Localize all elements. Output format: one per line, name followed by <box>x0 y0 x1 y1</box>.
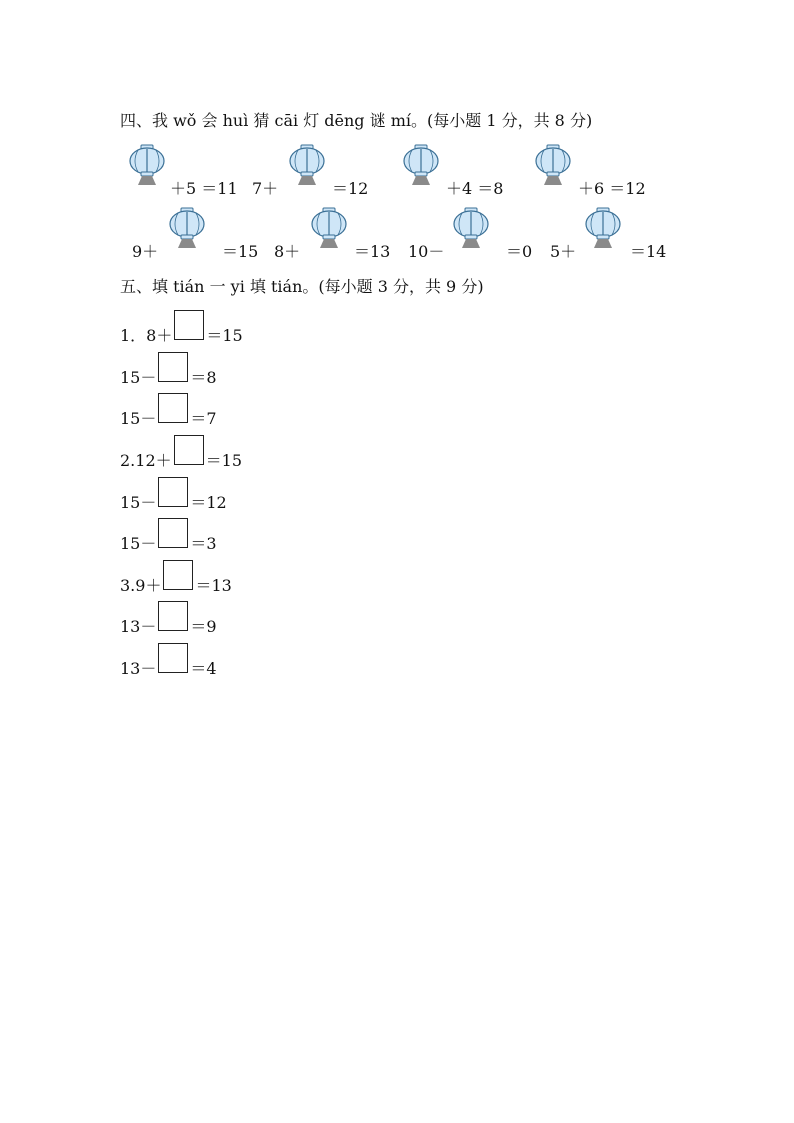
equation-post: ＝15 <box>205 451 243 470</box>
equation-post: ＝8 <box>190 368 217 387</box>
lantern-icon <box>584 207 622 249</box>
equation-pre: 15－ <box>120 368 157 387</box>
fill-in-line <box>120 399 217 433</box>
equation-pre: 13－ <box>120 659 157 678</box>
equation-post: ＝7 <box>190 409 217 428</box>
equation-pre: 10－ <box>408 242 445 261</box>
fill-in-line <box>120 566 232 600</box>
equation-pre: 8＋ <box>274 242 301 261</box>
equation-post: ＋4 ＝8 <box>446 179 504 198</box>
equation-post: ＋6 ＝12 <box>578 179 646 198</box>
equation-pre: 15－ <box>120 493 157 512</box>
equation-post: ＝9 <box>190 617 217 636</box>
lantern-icon <box>168 207 206 249</box>
section-4-heading: 四、我 wǒ 会 huì 猜 cāi 灯 dēng 谜 mí。(每小题 1 分，共 8 分) <box>120 111 593 130</box>
equation-post: ＝3 <box>190 534 217 553</box>
fill-in-line <box>120 607 217 641</box>
equation-pre: 15－ <box>120 534 157 553</box>
equation-pre: 9＋ <box>132 242 159 261</box>
answer-box[interactable] <box>158 601 188 631</box>
equation-post: ＝14 <box>630 242 667 261</box>
answer-box[interactable] <box>158 477 188 507</box>
lantern-icon <box>310 207 348 249</box>
fill-in-line <box>120 316 243 350</box>
section-5-heading: 五、填 tián 一 yi 填 tián。(每小题 3 分，共 9 分) <box>120 277 484 296</box>
equation-post: ＝12 <box>332 179 369 198</box>
equation-pre: 15－ <box>120 409 157 428</box>
equation-post: ＝15 <box>222 242 259 261</box>
equation-post: ＋5 ＝11 <box>170 179 238 198</box>
answer-box[interactable] <box>174 310 204 340</box>
answer-box[interactable] <box>163 560 193 590</box>
fill-in-line <box>120 524 217 558</box>
equation-post: ＝13 <box>195 576 232 595</box>
equation-pre: 1．8＋ <box>120 326 173 345</box>
equation-post: ＝4 <box>190 659 217 678</box>
fill-in-line <box>120 483 227 517</box>
lantern-icon <box>534 144 572 186</box>
fill-in-line <box>120 441 242 475</box>
answer-box[interactable] <box>158 518 188 548</box>
lantern-icon <box>452 207 490 249</box>
equation-post: ＝15 <box>206 326 243 345</box>
answer-box[interactable] <box>158 352 188 382</box>
answer-box[interactable] <box>158 393 188 423</box>
lantern-icon <box>288 144 326 186</box>
answer-box[interactable] <box>158 643 188 673</box>
equation-pre: 13－ <box>120 617 157 636</box>
lantern-row-2 <box>120 207 680 259</box>
lantern-icon <box>128 144 166 186</box>
equation-post: ＝0 <box>506 242 533 261</box>
answer-box[interactable] <box>174 435 204 465</box>
equation-pre: 7＋ <box>252 179 279 198</box>
equation-pre: 2.12＋ <box>120 451 172 470</box>
equation-pre: 5＋ <box>550 242 577 261</box>
equation-post: ＝13 <box>354 242 391 261</box>
lantern-row-1 <box>120 144 680 196</box>
equation-pre: 3.9＋ <box>120 576 162 595</box>
fill-in-line <box>120 649 217 683</box>
lantern-icon <box>402 144 440 186</box>
fill-in-line <box>120 358 217 392</box>
equation-post: ＝12 <box>190 493 227 512</box>
